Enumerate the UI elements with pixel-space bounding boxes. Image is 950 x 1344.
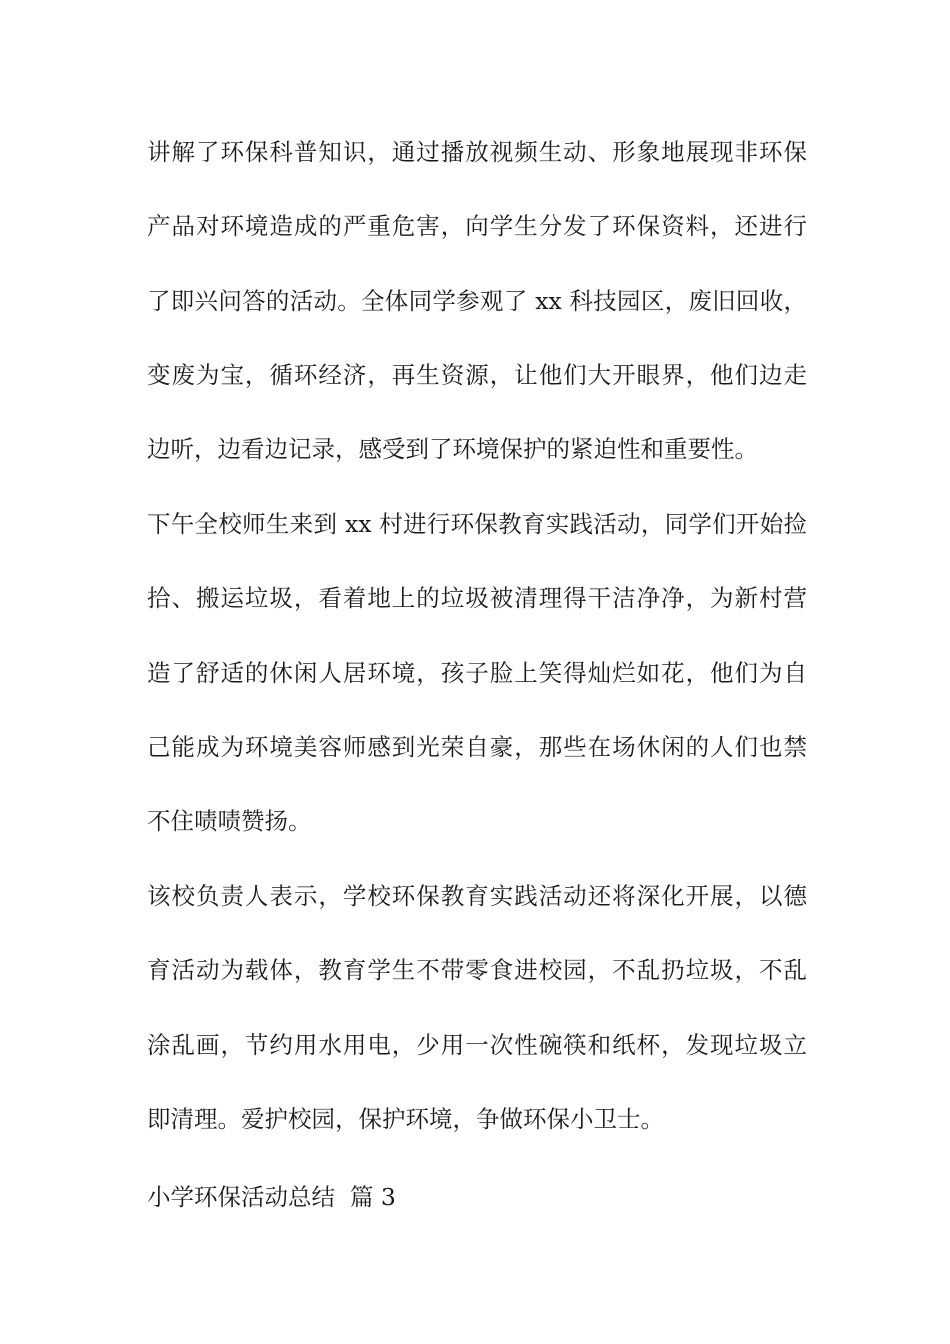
text-line: 产品对环境造成的严重危害，向学生分发了环保资料，还进行 — [147, 212, 807, 240]
text-line: 造了舒适的休闲人居环境，孩子脸上笑得灿烂如花，他们为自 — [147, 659, 807, 687]
section-heading: 小学环保活动总结 篇 3 — [147, 1183, 396, 1211]
text-line: 涂乱画，节约用水用电，少用一次性碗筷和纸杯，发现垃圾立 — [147, 1031, 807, 1059]
text-line: 下午全校师生来到 xx 村进行环保教育实践活动，同学们开始捡 — [147, 510, 807, 538]
text-line: 育活动为载体，教育学生不带零食进校园，不乱扔垃圾，不乱 — [147, 956, 807, 984]
text-line: 边听，边看边记录，感受到了环境保护的紧迫性和重要性。 — [147, 435, 758, 463]
text-line: 变废为宝，循环经济，再生资源，让他们大开眼界，他们边走 — [147, 361, 807, 389]
text-line: 不住啧啧赞扬。 — [147, 807, 312, 835]
text-line: 讲解了环保科普知识，通过播放视频生动、形象地展现非环保 — [147, 138, 807, 166]
text-line: 了即兴问答的活动。全体同学参观了 xx 科技园区，废旧回收， — [147, 287, 807, 315]
text-line: 拾、搬运垃圾，看着地上的垃圾被清理得干洁净净，为新村营 — [147, 584, 807, 612]
text-line: 该校负责人表示，学校环保教育实践活动还将深化开展，以德 — [147, 882, 807, 910]
text-line: 即清理。爱护校园，保护环境，争做环保小卫士。 — [147, 1105, 664, 1133]
text-line: 己能成为环境美容师感到光荣自豪，那些在场休闲的人们也禁 — [147, 733, 807, 761]
